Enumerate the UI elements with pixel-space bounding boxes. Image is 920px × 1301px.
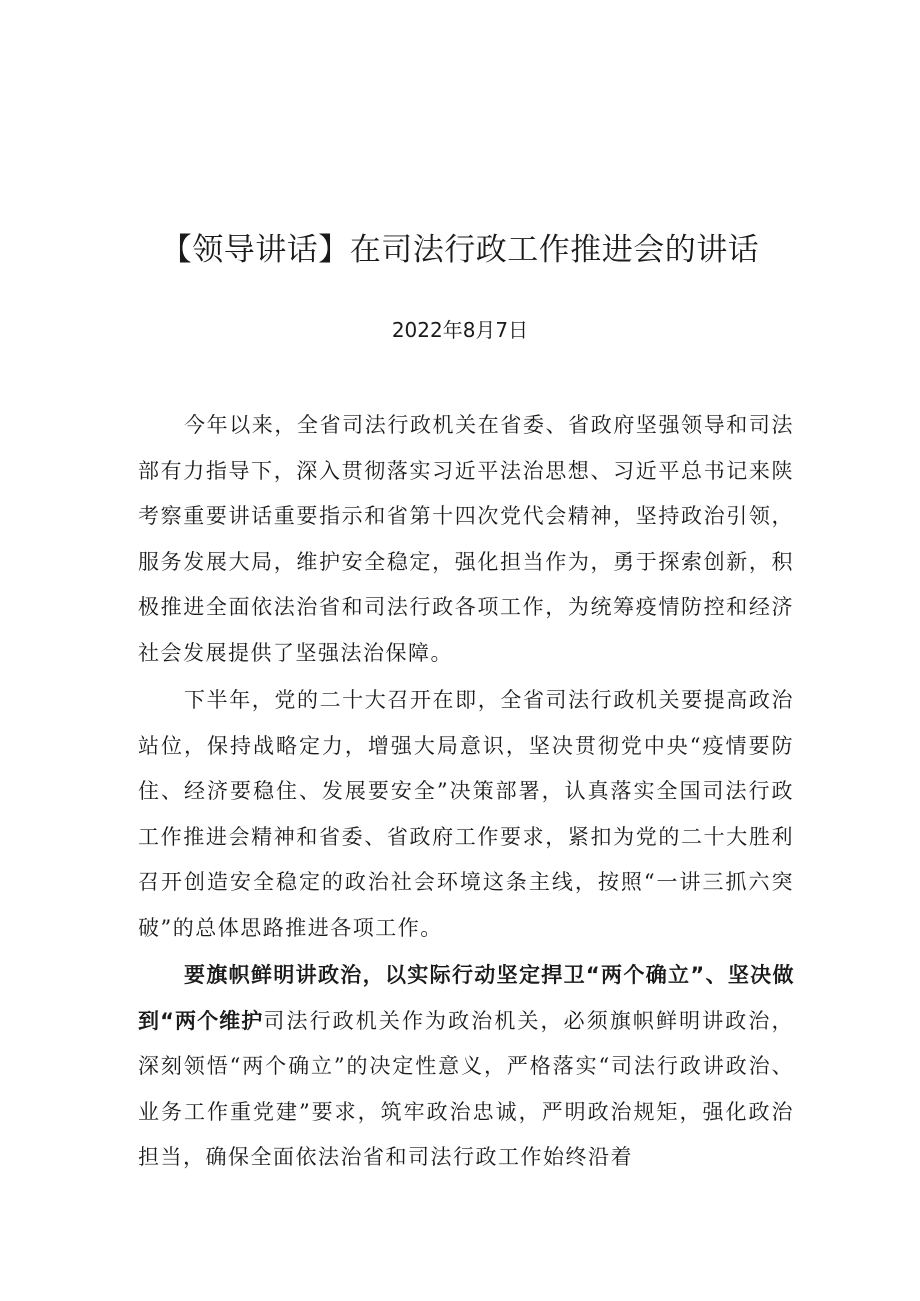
paragraph-3: [138, 953, 794, 1181]
document-title: 【领导讲话】在司法行政工作推进会的讲话: [160, 232, 760, 268]
paragraph-3-text: 司法行政机关作为政治机关，必须旗帜鲜明讲政治，深刻领悟“两个确立”的决定性意义，严格落实“司法行政讲政治、业务工作重党建”要求，筑牢政治忠诚，严明政治规矩，强化政治担当，确保全面依法治省和司法行政工作始终沿着: [138, 1008, 795, 1169]
paragraph-1: [138, 403, 794, 676]
document-date: 2022年8月7日: [391, 318, 529, 342]
paragraph-2-text: 下半年，党的二十大召开在即，全省司法行政机关要提高政治站位，保持战略定力，增强大局意识，坚决贯彻党中央“疫情要防住、经济要稳住、发展要安全”决策部署，认真落实全国司法行政工作推进会精神和省委、省政府工作要求，紧扣为党的二十大胜利召开创造安全稳定的政治社会环境这条主线，按照“一讲三抓六突破”的总体思路推进各项工作。: [138, 688, 794, 940]
paragraph-2: [138, 678, 794, 951]
paragraph-3-lead: 要旗帜鲜明讲政治，以实际行动坚定捍卫“两个确立”、坚决做到“两个维护: [138, 963, 794, 1033]
paragraph-1-text: 今年以来，全省司法行政机关在省委、省政府坚强领导和司法部有力指导下，深入贯彻落实习近平法治思想、习近平总书记来陕考察重要讲话重要指示和省第十四次党代会精神，坚持政治引领，服务发展大局，维护安全稳定，强化担当作为，勇于探索创新，积极推进全面依法治省和司法行政各项工作，为统筹疫情防控和经济社会发展提供了坚强法治保障。: [138, 413, 794, 665]
document-body: [138, 403, 794, 1181]
